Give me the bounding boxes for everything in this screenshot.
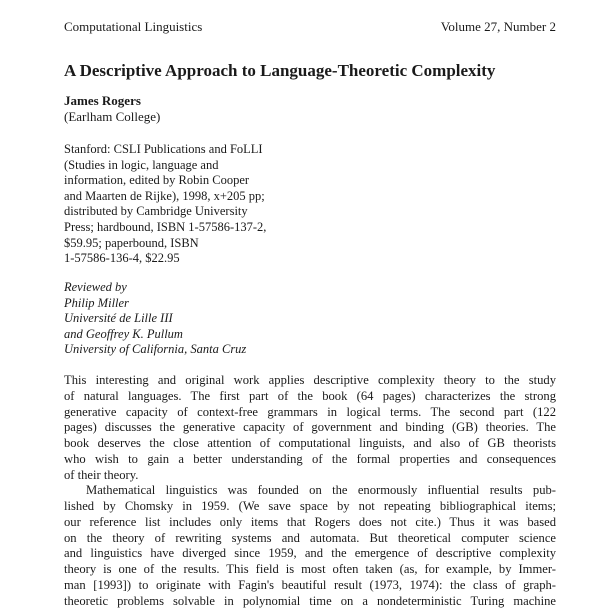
text-line: theoretic problems solvable in polynomial time on a nondeterministic Turing machine <box>64 594 556 609</box>
reviewers-block <box>64 280 246 358</box>
review-title: A Descriptive Approach to Language-Theoretic Complexity <box>64 61 495 81</box>
reviewer-affiliation: University of California, Santa Cruz <box>64 342 246 358</box>
running-header <box>64 19 556 35</box>
pubinfo-line: $59.95; paperbound, ISBN <box>64 236 304 252</box>
reviewer-affiliation: Université de Lille III <box>64 311 246 327</box>
text-line: man [1993]) to originate with Fagin's beautiful result (1973, 1974): the class of graph- <box>64 578 556 594</box>
pubinfo-line: (Studies in logic, language and <box>64 158 304 174</box>
publication-info <box>64 142 304 267</box>
text-line: This interesting and original work applies descriptive complexity theory to the study <box>64 373 556 389</box>
author-block <box>64 93 160 125</box>
reviewed-by-label: Reviewed by <box>64 280 246 296</box>
pubinfo-line: 1-57586-136-4, $22.95 <box>64 251 304 267</box>
text-line: who wish to gain a better understanding of the formal properties and consequences <box>64 452 556 468</box>
reviewer-name: Philip Miller <box>64 296 246 312</box>
paragraph-2 <box>64 483 556 609</box>
text-line: and linguistics have diverged since 1959, and the emergence of descriptive complexity <box>64 546 556 562</box>
pubinfo-line: information, edited by Robin Cooper <box>64 173 304 189</box>
text-line: on the theory of rewriting systems and automata. But theoretical computer science <box>64 531 556 547</box>
volume-number: Volume 27, Number 2 <box>441 19 556 35</box>
pubinfo-line: Stanford: CSLI Publications and FoLLI <box>64 142 304 158</box>
text-line: pages) discusses the generative capacity of government and binding (GB) theories. The <box>64 420 556 436</box>
text-line: Mathematical linguistics was founded on the enormously influential results pub- <box>64 483 556 499</box>
text-line: book deserves the close attention of computational linguists, and also of GB theorists <box>64 436 556 452</box>
pubinfo-line: Press; hardbound, ISBN 1-57586-137-2, <box>64 220 304 236</box>
paragraph-1 <box>64 373 556 483</box>
text-line: of their theory. <box>64 468 556 484</box>
text-line: of natural languages. The first part of the book (64 pages) characterizes the strong <box>64 389 556 405</box>
text-line: generative capacity of context-free grammars in logical terms. The second part (122 <box>64 405 556 421</box>
text-line: our reference list includes only items that Rogers does not cite.) Thus it was based <box>64 515 556 531</box>
text-line: theory is one of the results. This field is most often taken (as, for example, by Immer- <box>64 562 556 578</box>
text-line: lished by Chomsky in 1959. (We save space by not repeating bibliographical items; <box>64 499 556 515</box>
reviewer-name: and Geoffrey K. Pullum <box>64 327 246 343</box>
pubinfo-line: distributed by Cambridge University <box>64 204 304 220</box>
author-name: James Rogers <box>64 93 160 109</box>
review-body <box>64 373 556 609</box>
journal-name: Computational Linguistics <box>64 19 202 35</box>
author-affiliation: (Earlham College) <box>64 109 160 125</box>
pubinfo-line: and Maarten de Rijke), 1998, x+205 pp; <box>64 189 304 205</box>
